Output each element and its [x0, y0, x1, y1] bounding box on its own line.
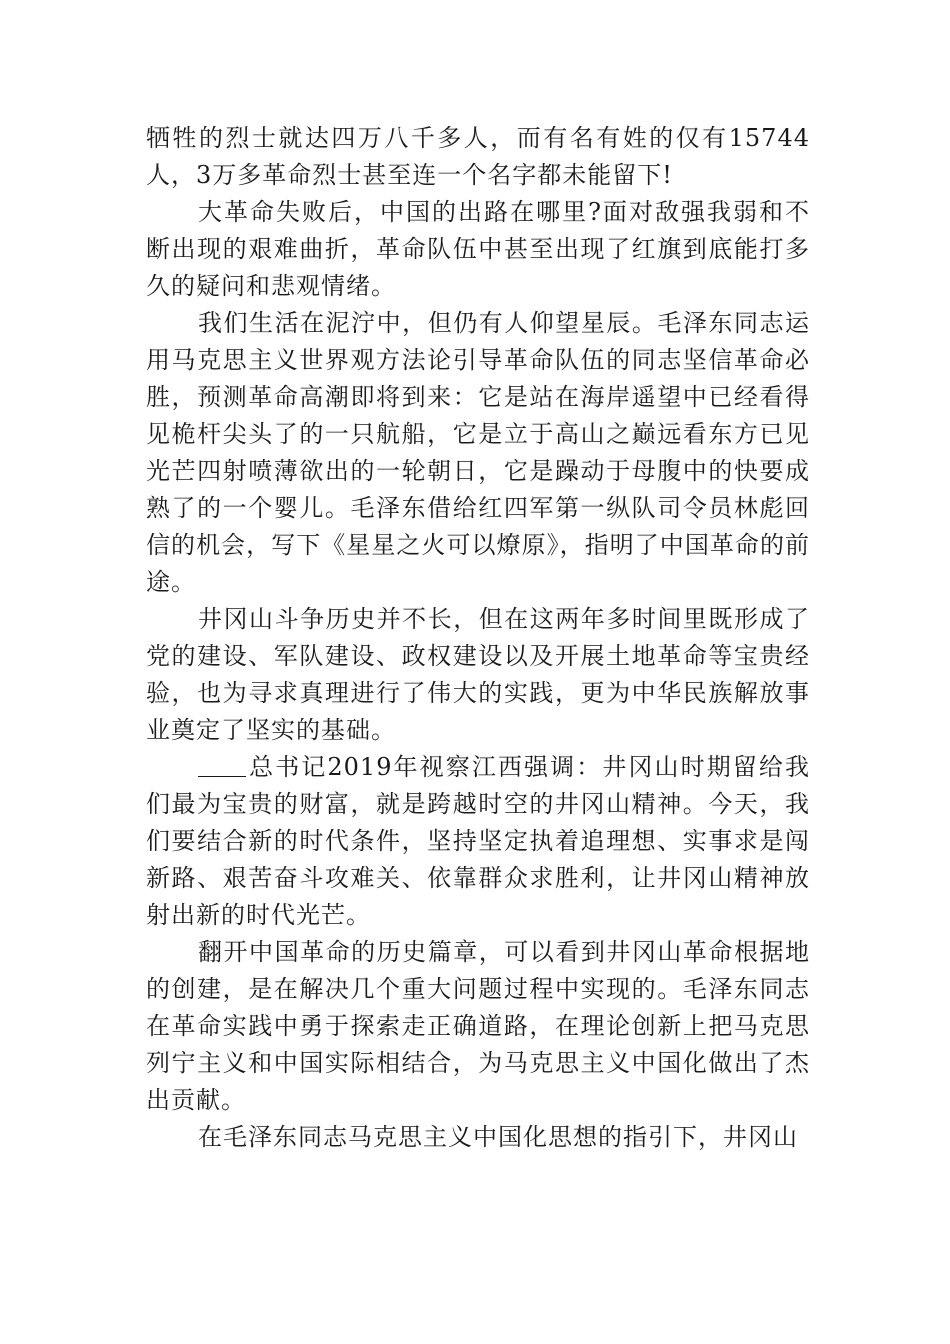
blank-underline	[198, 752, 246, 777]
document-body	[146, 120, 810, 1156]
paragraph: 翻开中国革命的历史篇章，可以看到井冈山革命根据地的创建，是在解决几个重大问题过程中实现的。毛泽东同志在革命实践中勇于探索走正确道路，在理论创新上把马克思列宁主义和中国实际相结合，为马克思主义中国化做出了杰出贡献。	[146, 938, 810, 1114]
paragraph-continued: 牺牲的烈士就达四万八千多人，而有名有姓的仅有15744人，3万多革命烈士甚至连一个名字都未能留下!	[146, 124, 810, 189]
paragraph: 井冈山斗争历史并不长，但在这两年多时间里既形成了党的建设、军队建设、政权建设以及开展土地革命等宝贵经验，也为寻求真理进行了伟大的实践，更为中华民族解放事业奠定了坚实的基础。	[146, 605, 810, 744]
paragraph-text: 总书记2019年视察江西强调：井冈山时期留给我们最为宝贵的财富，就是跨越时空的井冈山精神。今天，我们要结合新的时代条件，坚持坚定执着追理想、实事求是闯新路、艰苦奋斗攻难关、依靠群众求胜利，让井冈山精神放射出新的时代光芒。	[146, 753, 810, 929]
paragraph-truncated: 在毛泽东同志马克思主义中国化思想的指引下，井冈山	[198, 1123, 798, 1151]
paragraph-with-blank	[146, 749, 810, 934]
paragraph: 我们生活在泥泞中，但仍有人仰望星辰。毛泽东同志运用马克思主义世界观方法论引导革命队伍的同志坚信革命必胜，预测革命高潮即将到来：它是站在海岸遥望中已经看得见桅杆尖头了的一只航船，它是立于高山之巅远看东方已见光芒四射喷薄欲出的一轮朝日，它是躁动于母腹中的快要成熟了的一个婴儿。毛泽东借给红四军第一纵队司令员林彪回信的机会，写下《星星之火可以燎原》，指明了中国革命的前途。	[146, 309, 810, 596]
paragraph: 大革命失败后，中国的出路在哪里?面对敌强我弱和不断出现的艰难曲折，革命队伍中甚至出现了红旗到底能打多久的疑问和悲观情绪。	[146, 198, 810, 300]
